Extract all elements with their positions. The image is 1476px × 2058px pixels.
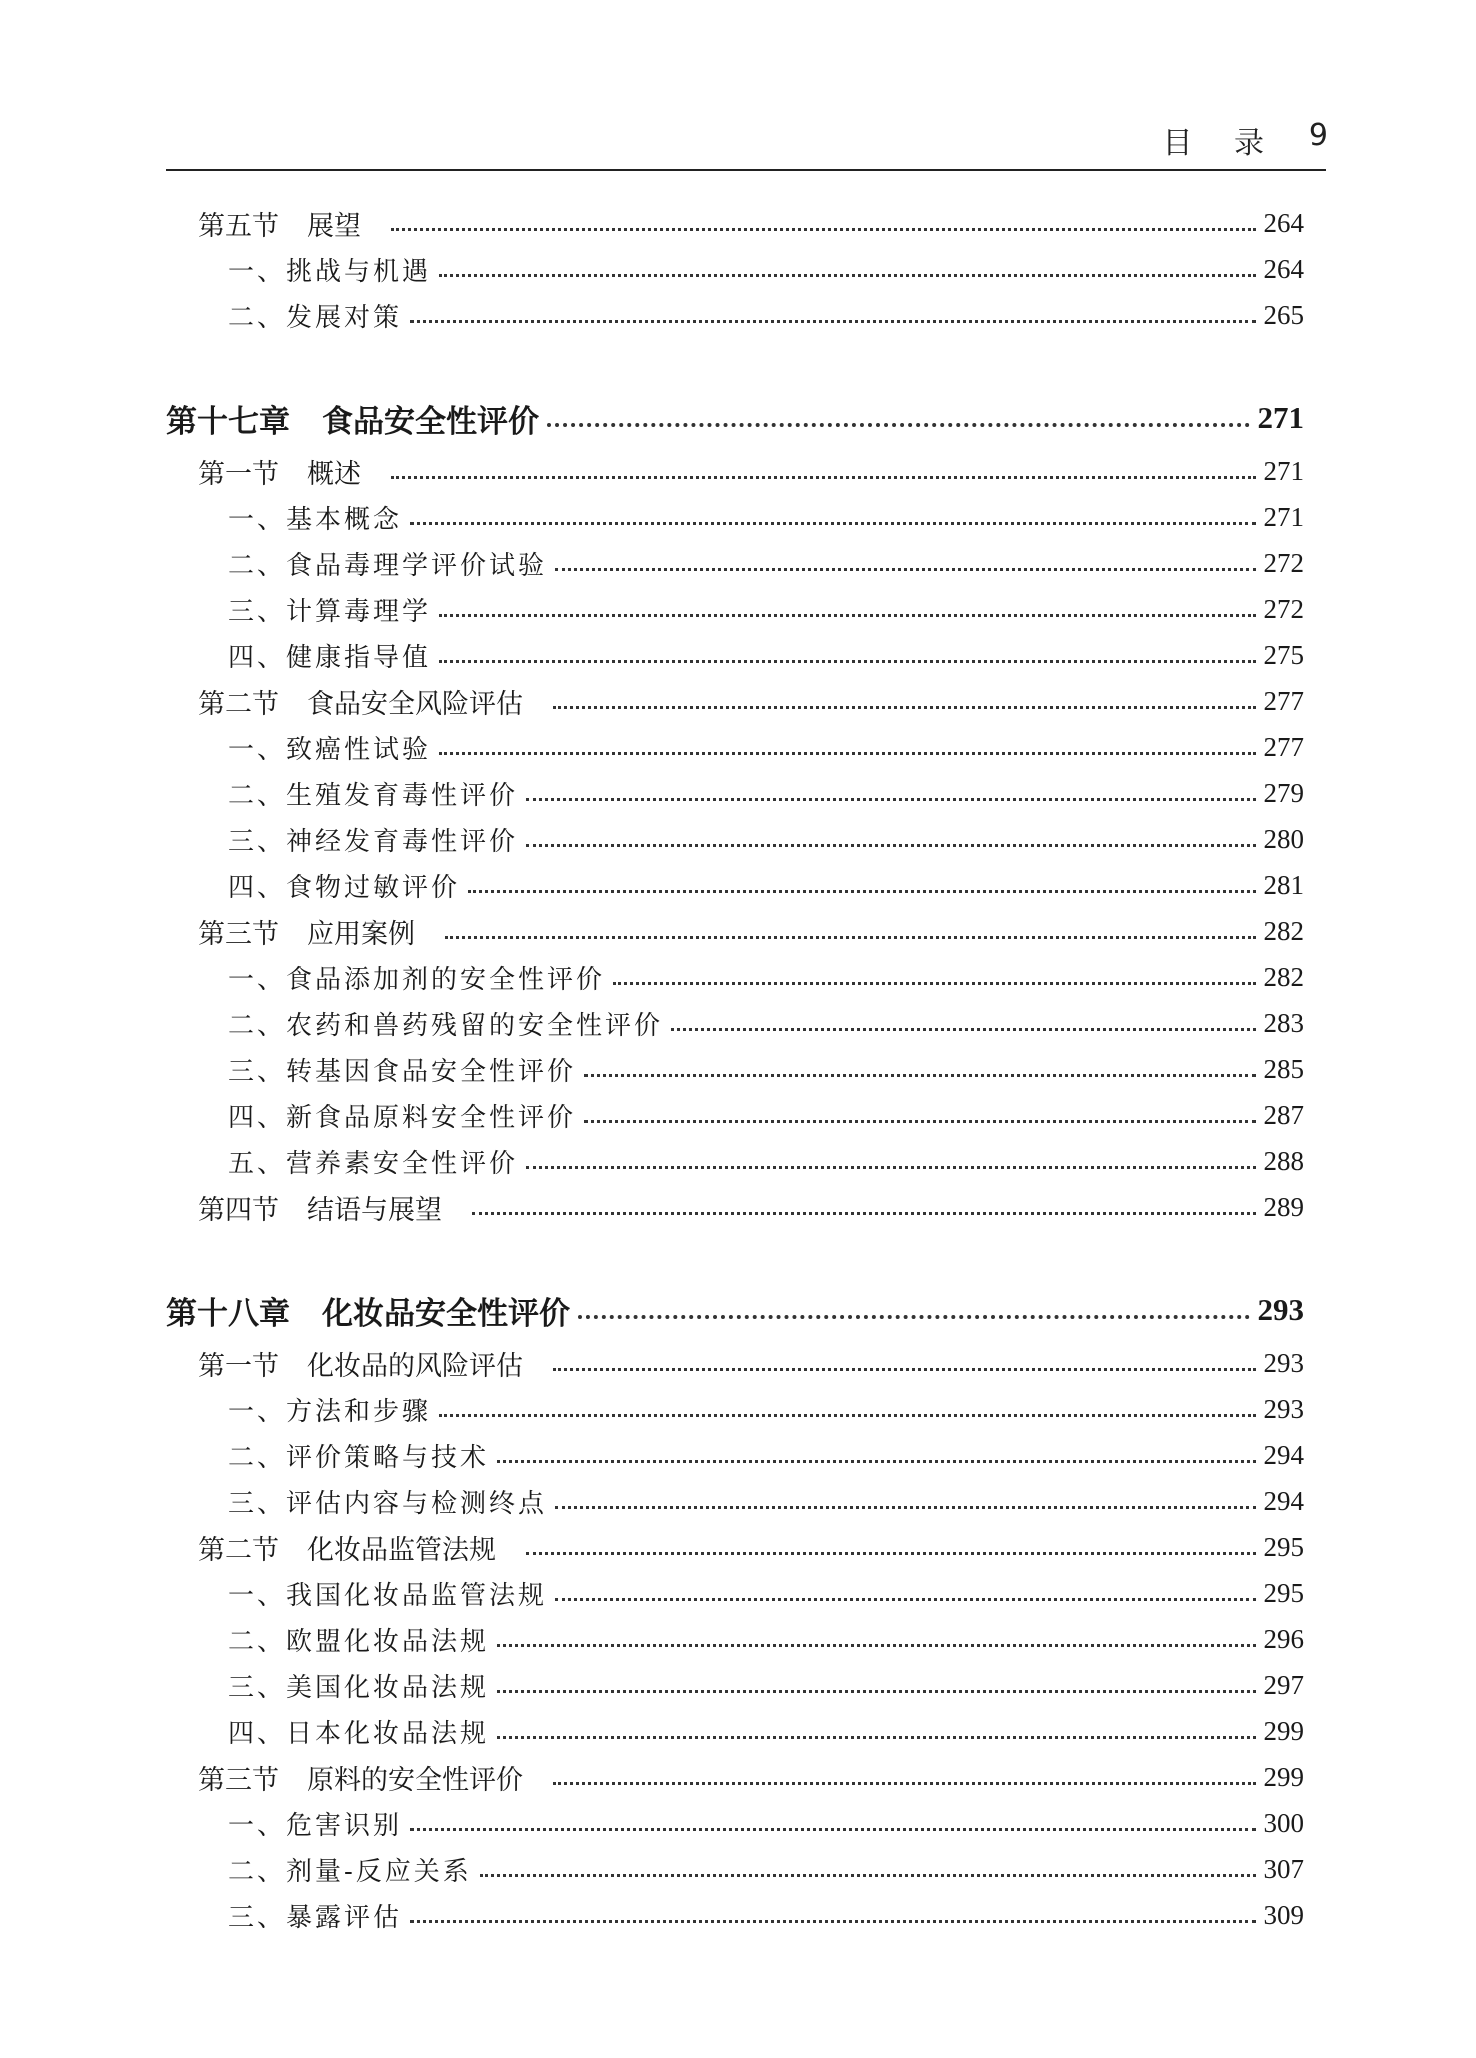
toc-item-entry[interactable]	[228, 1138, 1304, 1184]
toc-section-page-number: 271	[1263, 455, 1304, 486]
dot-leader	[671, 1027, 1255, 1031]
dot-leader	[578, 1314, 1250, 1319]
toc-section-title: 结语与展望	[307, 1194, 442, 1226]
toc-item-page-number: 279	[1263, 777, 1304, 808]
toc-item-page-number: 307	[1263, 1853, 1304, 1884]
toc-item-entry[interactable]	[228, 1092, 1304, 1138]
toc-item-page-number: 285	[1263, 1053, 1304, 1084]
toc-section-number: 第二节	[198, 1534, 279, 1566]
toc-item-entry[interactable]	[228, 770, 1304, 816]
toc-item-title: 三、计算毒理学	[228, 596, 432, 627]
dot-leader	[439, 1413, 1255, 1417]
toc-section-title: 应用案例	[307, 918, 415, 950]
toc-item-entry[interactable]	[228, 1386, 1304, 1432]
toc-chapter-number: 第十八章	[166, 1295, 290, 1332]
toc-section-label	[198, 912, 415, 951]
dot-leader	[584, 1119, 1255, 1123]
toc-item-entry[interactable]	[228, 1046, 1304, 1092]
toc-item-label	[228, 1805, 402, 1842]
toc-section-number: 第一节	[198, 1350, 279, 1382]
toc-section-page-number: 277	[1263, 685, 1304, 716]
toc-chapter-label	[166, 396, 539, 441]
toc-chapter-page-number: 293	[1257, 1292, 1304, 1327]
toc-item-title: 四、健康指导值	[228, 642, 432, 673]
toc-item-label	[228, 1143, 518, 1180]
toc-section-number: 第三节	[198, 918, 279, 950]
dot-leader	[410, 1827, 1255, 1831]
toc-item-label	[228, 729, 431, 766]
dot-leader	[497, 1735, 1255, 1739]
toc-item-page-number: 272	[1263, 547, 1304, 578]
dot-leader	[445, 935, 1256, 939]
toc-item-title: 五、营养素安全性评价	[228, 1148, 519, 1179]
header-title: 目 录	[1162, 126, 1280, 161]
toc-item-entry[interactable]	[228, 1892, 1304, 1938]
toc-item-title: 一、方法和步骤	[228, 1396, 432, 1427]
dot-leader	[497, 1459, 1255, 1463]
toc-section-label	[198, 1344, 523, 1383]
toc-section-page-number: 264	[1263, 207, 1304, 238]
dot-leader	[391, 475, 1256, 479]
toc-item-label	[228, 775, 518, 812]
toc-chapter-page-number: 271	[1257, 400, 1304, 435]
toc-chapter-number: 第十七章	[166, 403, 290, 440]
dot-leader	[391, 227, 1256, 231]
dot-leader	[584, 1073, 1255, 1077]
toc-item-page-number: 288	[1263, 1145, 1304, 1176]
dot-leader	[410, 521, 1255, 525]
toc-item-title: 二、剂量-反应关系	[228, 1856, 472, 1887]
chapter-gap	[0, 1230, 1476, 1280]
header-rule	[166, 169, 1326, 171]
toc-item-title: 一、食品添加剂的安全性评价	[228, 964, 606, 995]
dot-leader	[410, 1919, 1255, 1923]
toc-section-label	[198, 1528, 496, 1567]
toc-section-title: 化妆品的风险评估	[307, 1350, 523, 1382]
toc-item-entry[interactable]	[228, 816, 1304, 862]
toc-chapter-entry[interactable]	[166, 1280, 1304, 1340]
toc-item-label	[228, 821, 518, 858]
toc-item-title: 三、美国化妆品法规	[228, 1672, 490, 1703]
dot-leader	[553, 1367, 1256, 1371]
dot-leader	[555, 567, 1255, 571]
toc-item-page-number: 275	[1263, 639, 1304, 670]
toc-section-number: 第二节	[198, 688, 279, 720]
toc-item-label	[228, 1713, 489, 1750]
toc-item-page-number: 282	[1263, 961, 1304, 992]
toc-section-page-number: 293	[1263, 1347, 1304, 1378]
toc-item-page-number: 295	[1263, 1577, 1304, 1608]
toc-item-label	[228, 1391, 431, 1428]
dot-leader	[526, 1551, 1256, 1555]
toc-item-entry[interactable]	[228, 494, 1304, 540]
toc-item-label	[228, 1621, 489, 1658]
dot-leader	[526, 797, 1255, 801]
toc-item-entry[interactable]	[228, 954, 1304, 1000]
toc-section-label	[198, 452, 361, 491]
toc-item-label	[228, 1897, 402, 1934]
toc-item-entry[interactable]	[228, 540, 1304, 586]
toc-item-label	[228, 297, 402, 334]
toc-item-title: 二、评价策略与技术	[228, 1442, 490, 1473]
dot-leader	[555, 1597, 1255, 1601]
toc-section-title: 展望	[307, 210, 361, 242]
header-page-number: 9	[1308, 118, 1328, 153]
toc-item-page-number: 296	[1263, 1623, 1304, 1654]
toc-item-page-number: 297	[1263, 1669, 1304, 1700]
toc-item-entry[interactable]	[228, 246, 1304, 292]
toc-item-label	[228, 1005, 663, 1042]
toc-item-entry[interactable]	[228, 1000, 1304, 1046]
toc-section-title: 原料的安全性评价	[307, 1764, 523, 1796]
toc-item-page-number: 300	[1263, 1807, 1304, 1838]
dot-leader	[410, 319, 1255, 323]
toc-item-title: 二、生殖发育毒性评价	[228, 780, 519, 811]
toc-chapter-title: 食品安全性评价	[322, 403, 539, 440]
dot-leader	[497, 1643, 1255, 1647]
toc-item-title: 二、农药和兽药残留的安全性评价	[228, 1010, 664, 1041]
dot-leader	[613, 981, 1255, 985]
chapter-gap	[0, 338, 1476, 388]
toc-item-entry[interactable]	[228, 1846, 1304, 1892]
toc-item-label	[228, 867, 460, 904]
toc-item-title: 四、日本化妆品法规	[228, 1718, 490, 1749]
toc-section-page-number: 282	[1263, 915, 1304, 946]
toc-item-label	[228, 637, 431, 674]
toc-item-label	[228, 1851, 472, 1888]
toc-item-label	[228, 1437, 489, 1474]
toc-section-entry[interactable]	[198, 1754, 1304, 1800]
toc-item-title: 三、评估内容与检测终点	[228, 1488, 548, 1519]
toc-item-entry[interactable]	[228, 862, 1304, 908]
toc-item-title: 一、致癌性试验	[228, 734, 432, 765]
dot-leader	[439, 613, 1255, 617]
toc-item-entry[interactable]	[228, 586, 1304, 632]
toc-item-page-number: 281	[1263, 869, 1304, 900]
toc-item-page-number: 294	[1263, 1485, 1304, 1516]
toc-item-entry[interactable]	[228, 1432, 1304, 1478]
toc-item-title: 一、基本概念	[228, 504, 403, 535]
toc-item-entry[interactable]	[228, 724, 1304, 770]
toc-chapter-title: 化妆品安全性评价	[322, 1295, 570, 1332]
toc-section-entry[interactable]	[198, 1524, 1304, 1570]
toc-item-entry[interactable]	[228, 1570, 1304, 1616]
toc-section-entry[interactable]	[198, 908, 1304, 954]
toc-item-entry[interactable]	[228, 1708, 1304, 1754]
toc-item-page-number: 264	[1263, 253, 1304, 284]
dot-leader	[547, 422, 1250, 427]
toc-section-label	[198, 1188, 442, 1227]
toc-section-title: 食品安全风险评估	[307, 688, 523, 720]
table-of-contents	[0, 200, 1476, 1938]
toc-item-entry[interactable]	[228, 292, 1304, 338]
toc-item-page-number: 272	[1263, 593, 1304, 624]
toc-section-entry[interactable]	[198, 448, 1304, 494]
toc-item-title: 一、挑战与机遇	[228, 256, 432, 287]
dot-leader	[480, 1873, 1256, 1877]
toc-item-page-number: 293	[1263, 1393, 1304, 1424]
dot-leader	[439, 751, 1255, 755]
toc-item-label	[228, 959, 605, 996]
toc-item-entry[interactable]	[228, 1662, 1304, 1708]
toc-section-title: 化妆品监管法规	[307, 1534, 496, 1566]
toc-item-entry[interactable]	[228, 1478, 1304, 1524]
dot-leader	[553, 705, 1256, 709]
toc-item-label	[228, 1097, 576, 1134]
toc-item-title: 四、新食品原料安全性评价	[228, 1102, 577, 1133]
toc-section-page-number: 299	[1263, 1761, 1304, 1792]
dot-leader	[553, 1781, 1256, 1785]
toc-section-title: 概述	[307, 458, 361, 490]
dot-leader	[472, 1211, 1256, 1215]
toc-item-page-number: 277	[1263, 731, 1304, 762]
toc-item-entry[interactable]	[228, 632, 1304, 678]
running-header	[0, 118, 1476, 161]
toc-section-number: 第三节	[198, 1764, 279, 1796]
toc-item-title: 三、转基因食品安全性评价	[228, 1056, 577, 1087]
dot-leader	[439, 273, 1255, 277]
toc-section-label	[198, 204, 361, 243]
toc-item-page-number: 283	[1263, 1007, 1304, 1038]
toc-item-title: 四、食物过敏评价	[228, 872, 461, 903]
toc-item-label	[228, 499, 402, 536]
toc-item-entry[interactable]	[228, 1800, 1304, 1846]
toc-section-entry[interactable]	[198, 1340, 1304, 1386]
toc-item-page-number: 271	[1263, 501, 1304, 532]
dot-leader	[526, 843, 1255, 847]
toc-item-title: 一、危害识别	[228, 1810, 403, 1841]
toc-item-page-number: 309	[1263, 1899, 1304, 1930]
toc-section-entry[interactable]	[198, 1184, 1304, 1230]
toc-section-entry[interactable]	[198, 200, 1304, 246]
toc-section-page-number: 289	[1263, 1191, 1304, 1222]
toc-item-title: 二、食品毒理学评价试验	[228, 550, 548, 581]
toc-section-number: 第五节	[198, 210, 279, 242]
toc-chapter-label	[166, 1288, 570, 1333]
toc-item-label	[228, 1051, 576, 1088]
toc-item-title: 二、发展对策	[228, 302, 403, 333]
toc-item-title: 二、欧盟化妆品法规	[228, 1626, 490, 1657]
toc-item-page-number: 265	[1263, 299, 1304, 330]
toc-item-title: 三、神经发育毒性评价	[228, 826, 519, 857]
toc-item-page-number: 287	[1263, 1099, 1304, 1130]
toc-section-number: 第四节	[198, 1194, 279, 1226]
toc-item-label	[228, 1483, 547, 1520]
toc-item-label	[228, 251, 431, 288]
toc-section-page-number: 295	[1263, 1531, 1304, 1562]
toc-item-title: 三、暴露评估	[228, 1902, 403, 1933]
dot-leader	[497, 1689, 1255, 1693]
toc-item-page-number: 280	[1263, 823, 1304, 854]
toc-section-label	[198, 682, 523, 721]
toc-item-page-number: 299	[1263, 1715, 1304, 1746]
toc-item-entry[interactable]	[228, 1616, 1304, 1662]
dot-leader	[526, 1165, 1255, 1169]
dot-leader	[555, 1505, 1255, 1509]
toc-item-label	[228, 1667, 489, 1704]
dot-leader	[439, 659, 1255, 663]
toc-item-label	[228, 545, 547, 582]
toc-item-page-number: 294	[1263, 1439, 1304, 1470]
toc-section-entry[interactable]	[198, 678, 1304, 724]
toc-chapter-entry[interactable]	[166, 388, 1304, 448]
toc-section-number: 第一节	[198, 458, 279, 490]
toc-item-label	[228, 591, 431, 628]
toc-item-title: 一、我国化妆品监管法规	[228, 1580, 548, 1611]
toc-section-label	[198, 1758, 523, 1797]
dot-leader	[468, 889, 1255, 893]
toc-item-label	[228, 1575, 547, 1612]
